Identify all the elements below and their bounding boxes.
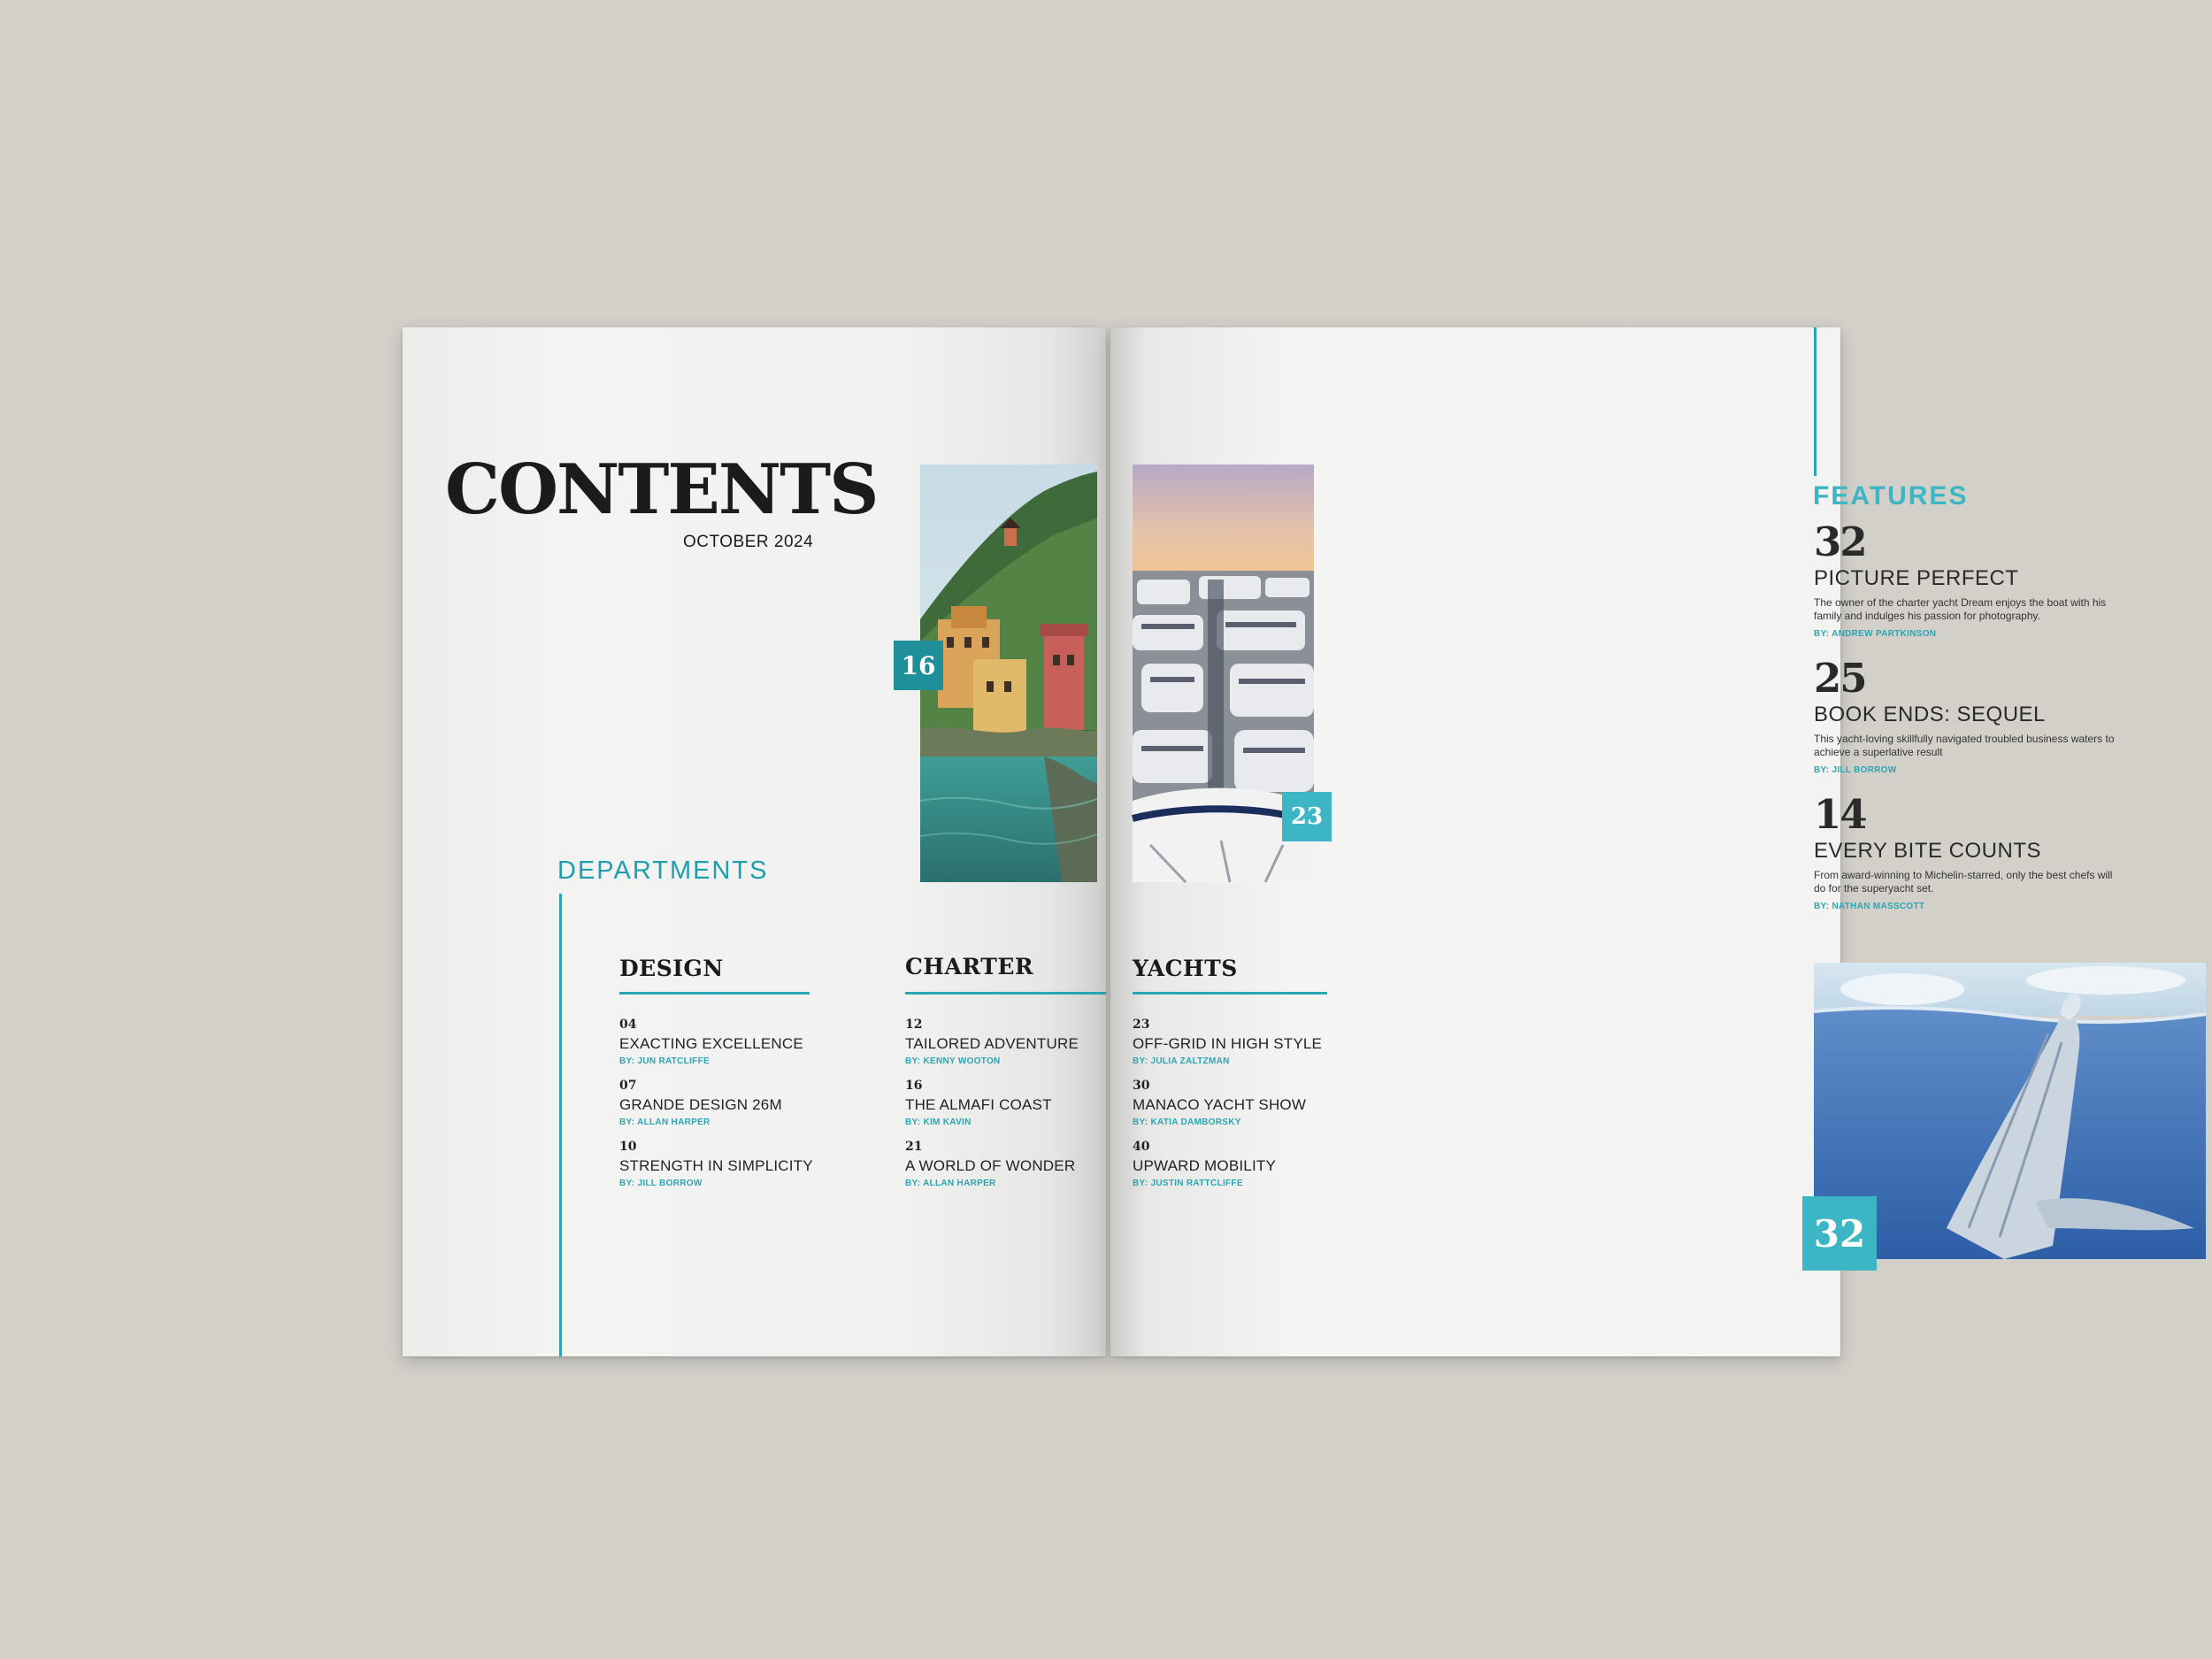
item-byline: BY: JULIA ZALTZMAN [1133, 1056, 1230, 1066]
feature-byline: BY: ANDREW PARTKINSON [1814, 629, 1937, 639]
accent-rule [559, 894, 562, 1356]
issue-date: OCTOBER 2024 [683, 533, 814, 551]
magazine-spread [403, 327, 2115, 1356]
list-item[interactable] [619, 1140, 813, 1188]
column-rule [905, 992, 1106, 995]
feature-title: PICTURE PERFECT [1814, 566, 2019, 590]
feature-item[interactable] [1814, 518, 2115, 639]
feature-description: The owner of the charter yacht Dream enjoys the boat with his family and indulges his passion for photography. [1814, 596, 2107, 622]
portofino-illustration [920, 465, 1097, 882]
column-heading: DESIGN [619, 956, 724, 981]
right-page [1110, 327, 2115, 1356]
item-page: 10 [619, 1140, 637, 1154]
item-title: GRANDE DESIGN 26M [619, 1096, 782, 1113]
item-byline: BY: ALLAN HARPER [905, 1179, 996, 1188]
page-number-badge[interactable] [894, 641, 943, 690]
badge-number: 23 [1290, 803, 1324, 830]
item-title: TAILORED ADVENTURE [905, 1035, 1079, 1052]
department-column-yachts [1133, 956, 1327, 1188]
left-page [403, 327, 1106, 1356]
item-title: MANACO YACHT SHOW [1133, 1096, 1307, 1113]
list-item[interactable] [905, 1079, 1106, 1127]
feature-byline: BY: NATHAN MASSCOTT [1814, 902, 1925, 911]
feature-page: 14 [1814, 791, 1866, 838]
item-byline: BY: KATIA DAMBORSKY [1133, 1118, 1241, 1127]
item-title: UPWARD MOBILITY [1133, 1157, 1276, 1174]
item-page: 21 [905, 1140, 923, 1154]
list-item[interactable] [905, 1140, 1106, 1188]
item-page: 23 [1133, 1018, 1150, 1032]
feature-title: EVERY BITE COUNTS [1814, 839, 2042, 863]
badge-number: 32 [1813, 1211, 1866, 1256]
department-column-charter [905, 954, 1106, 1188]
departments-heading: DEPARTMENTS [557, 856, 769, 885]
item-byline: BY: KIM KAVIN [905, 1118, 972, 1127]
item-title: A WORLD OF WONDER [905, 1157, 1076, 1174]
feature-page: 32 [1814, 518, 1866, 565]
list-item[interactable] [619, 1018, 810, 1066]
item-title: EXACTING EXCELLENCE [619, 1035, 803, 1052]
item-byline: BY: JUSTIN RATTCLIFFE [1133, 1179, 1243, 1188]
item-byline: BY: JUN RATCLIFFE [619, 1056, 710, 1066]
page-title: CONTENTS [445, 449, 878, 530]
item-page: 12 [905, 1018, 923, 1032]
feature-title: BOOK ENDS: SEQUEL [1814, 703, 2046, 726]
badge-number: 16 [901, 650, 936, 680]
accent-rule [1814, 327, 1816, 476]
feature-item[interactable] [1814, 791, 2115, 911]
item-byline: BY: JILL BORROW [619, 1179, 703, 1188]
column-heading: YACHTS [1133, 956, 1238, 981]
item-page: 07 [619, 1079, 637, 1093]
portofino-photo [920, 465, 1097, 882]
item-page: 04 [619, 1018, 637, 1032]
feature-page: 25 [1814, 655, 1866, 702]
list-item[interactable] [619, 1079, 810, 1127]
item-byline: BY: ALLAN HARPER [619, 1118, 710, 1127]
feature-description: From award-winning to Michelin-starred, only the best chefs will do for the superyacht set. [1814, 869, 2113, 895]
item-page: 40 [1133, 1140, 1150, 1154]
department-column-design [619, 956, 813, 1188]
item-page: 16 [905, 1079, 923, 1093]
feature-description: This yacht-loving skillfully navigated troubled business waters to achieve a superlative result [1814, 733, 2115, 758]
column-heading: CHARTER [905, 954, 1034, 979]
list-item[interactable] [1133, 1140, 1327, 1188]
list-item[interactable] [905, 1018, 1106, 1066]
item-page: 30 [1133, 1079, 1150, 1093]
feature-byline: BY: JILL BORROW [1814, 765, 1897, 775]
features-heading: FEATURES [1813, 481, 1969, 511]
item-title: STRENGTH IN SIMPLICITY [619, 1157, 813, 1174]
list-item[interactable] [1133, 1018, 1327, 1066]
list-item[interactable] [1133, 1079, 1327, 1127]
column-rule [619, 992, 810, 995]
item-title: THE ALMAFI COAST [905, 1096, 1052, 1113]
page-number-badge[interactable] [1802, 1196, 1877, 1271]
item-title: OFF-GRID IN HIGH STYLE [1133, 1035, 1323, 1052]
column-rule [1133, 992, 1327, 995]
page-number-badge[interactable] [1282, 792, 1332, 841]
item-byline: BY: KENNY WOOTON [905, 1056, 1001, 1066]
feature-item[interactable] [1814, 655, 2115, 775]
